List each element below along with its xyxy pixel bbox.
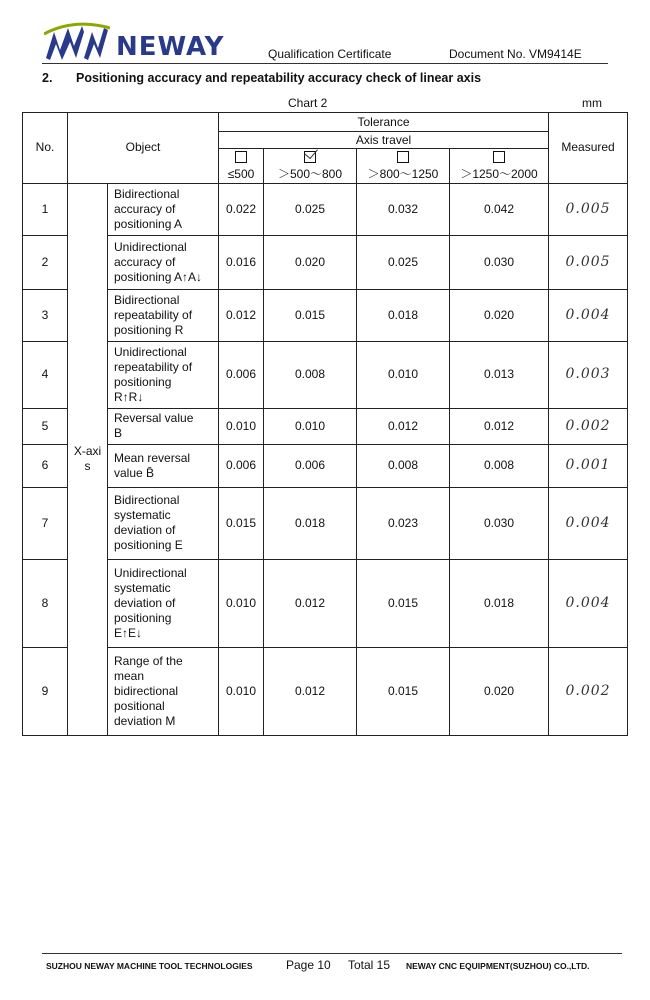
header-measured: Measured	[549, 113, 628, 184]
chart-caption: Chart 2	[288, 96, 328, 110]
description-line: deviation M	[114, 713, 176, 728]
tolerance-value-4: 0.012	[450, 408, 549, 444]
tolerance-value-2: 0.006	[264, 444, 357, 487]
table-row	[23, 341, 628, 408]
measured-value: 0.004	[549, 559, 628, 647]
travel-checkbox-2[interactable]	[304, 151, 316, 163]
description-line: positioning	[114, 374, 172, 389]
tolerance-value-1: 0.022	[219, 183, 264, 235]
footer-company-right: NEWAY CNC EQUIPMENT(SUZHOU) CO.,LTD.	[406, 961, 590, 971]
tolerance-value-1: 0.015	[219, 487, 264, 559]
description-line: value B̄	[114, 465, 155, 480]
tolerance-value-4: 0.018	[450, 559, 549, 647]
description-line: systematic	[114, 580, 171, 595]
table-row	[23, 487, 628, 559]
certificate-label: Qualification Certificate	[268, 47, 392, 61]
travel-range-1: ≤500	[219, 167, 264, 183]
description-line: repeatability of	[114, 307, 193, 322]
tolerance-value-4: 0.020	[450, 647, 549, 735]
accuracy-table	[22, 112, 628, 736]
object-description	[108, 487, 219, 559]
company-logo	[44, 22, 225, 62]
object-description	[108, 559, 219, 647]
measured-value: 0.005	[549, 183, 628, 235]
footer-company-left: SUZHOU NEWAY MACHINE TOOL TECHNOLOGIES	[46, 961, 253, 971]
header-tolerance: Tolerance	[219, 113, 549, 132]
tolerance-value-1: 0.010	[219, 408, 264, 444]
description-line: R↑R↓	[114, 389, 144, 404]
table-row	[23, 289, 628, 341]
description-line: deviation of	[114, 523, 176, 537]
axis-label: X-axis	[68, 183, 108, 735]
measured-value: 0.004	[549, 289, 628, 341]
tolerance-value-2: 0.012	[264, 647, 357, 735]
travel-range-2: ＞500～800	[264, 167, 357, 183]
tolerance-value-3: 0.015	[357, 647, 450, 735]
header-divider	[42, 63, 608, 64]
tolerance-value-4: 0.020	[450, 289, 549, 341]
description-line: mean	[114, 668, 145, 683]
footer-page: Page 10	[286, 958, 331, 972]
tolerance-value-1: 0.010	[219, 647, 264, 735]
measured-value: 0.003	[549, 341, 628, 408]
tolerance-value-4: 0.030	[450, 235, 549, 289]
tolerance-value-3: 0.008	[357, 444, 450, 487]
description-line: Reversal value	[114, 411, 194, 425]
measured-value: 0.002	[549, 647, 628, 735]
description-line: Mean reversal	[114, 450, 191, 465]
logo-text: NEWAY	[116, 32, 225, 62]
tolerance-value-4: 0.013	[450, 341, 549, 408]
description-line: positioning E	[114, 538, 183, 552]
tolerance-value-2: 0.012	[264, 559, 357, 647]
object-description	[108, 408, 219, 444]
tolerance-value-4: 0.030	[450, 487, 549, 559]
tolerance-value-3: 0.010	[357, 341, 450, 408]
row-number: 1	[23, 183, 68, 235]
object-description	[108, 235, 219, 289]
tolerance-value-3: 0.012	[357, 408, 450, 444]
tolerance-value-3: 0.023	[357, 487, 450, 559]
section-number: 2.	[42, 71, 53, 85]
tolerance-value-2: 0.008	[264, 341, 357, 408]
row-number: 8	[23, 559, 68, 647]
footer-total: Total 15	[348, 958, 391, 972]
description-line: positioning A	[114, 216, 183, 231]
travel-checkbox-cell	[357, 149, 450, 168]
tolerance-value-2: 0.025	[264, 183, 357, 235]
neway-logo-mark-icon	[44, 22, 110, 62]
tolerance-value-2: 0.010	[264, 408, 357, 444]
tolerance-value-4: 0.042	[450, 183, 549, 235]
tolerance-value-1: 0.006	[219, 341, 264, 408]
description-line: Unidirectional	[114, 344, 187, 359]
row-number: 2	[23, 235, 68, 289]
measured-value: 0.002	[549, 408, 628, 444]
tolerance-value-2: 0.015	[264, 289, 357, 341]
row-number: 5	[23, 408, 68, 444]
header-no: No.	[23, 113, 68, 184]
travel-checkbox-cell	[219, 149, 264, 168]
description-line: Unidirectional	[114, 565, 187, 580]
header-object: Object	[68, 113, 219, 184]
table-row	[23, 559, 628, 647]
description-line: accuracy of	[114, 201, 176, 216]
tolerance-value-2: 0.020	[264, 235, 357, 289]
object-description	[108, 289, 219, 341]
object-description	[108, 341, 219, 408]
tolerance-value-3: 0.015	[357, 559, 450, 647]
description-line: E↑E↓	[114, 625, 143, 640]
description-line: positional	[114, 698, 165, 713]
travel-range-3: ＞800～1250	[357, 167, 450, 183]
description-line: deviation of	[114, 595, 176, 610]
description-line: Bidirectional	[114, 493, 180, 507]
row-number: 6	[23, 444, 68, 487]
description-line: Range of the	[114, 653, 183, 668]
travel-checkbox-cell	[450, 149, 549, 168]
tolerance-value-1: 0.006	[219, 444, 264, 487]
travel-checkbox-1[interactable]	[235, 151, 247, 163]
tolerance-value-4: 0.008	[450, 444, 549, 487]
unit-label: mm	[582, 96, 602, 110]
row-number: 9	[23, 647, 68, 735]
row-number: 7	[23, 487, 68, 559]
section-heading	[42, 71, 481, 85]
table-row	[23, 647, 628, 735]
row-number: 3	[23, 289, 68, 341]
travel-checkbox-4[interactable]	[493, 151, 505, 163]
table-row	[23, 444, 628, 487]
tolerance-value-3: 0.032	[357, 183, 450, 235]
description-line: positioning R	[114, 322, 184, 337]
measured-value: 0.005	[549, 235, 628, 289]
description-line: bidirectional	[114, 683, 179, 698]
description-line: systematic	[114, 508, 171, 522]
document-number: Document No. VM9414E	[449, 47, 582, 61]
travel-checkbox-cell	[264, 149, 357, 168]
tolerance-value-1: 0.016	[219, 235, 264, 289]
object-description	[108, 647, 219, 735]
description-line: repeatability of	[114, 359, 193, 374]
table-row	[23, 408, 628, 444]
description-line: positioning	[114, 610, 172, 625]
footer-divider	[42, 953, 622, 954]
object-description	[108, 444, 219, 487]
tolerance-value-2: 0.018	[264, 487, 357, 559]
tolerance-value-1: 0.010	[219, 559, 264, 647]
description-line: positioning A↑A↓	[114, 269, 203, 284]
tolerance-value-1: 0.012	[219, 289, 264, 341]
tolerance-value-3: 0.018	[357, 289, 450, 341]
description-line: B	[114, 426, 123, 440]
table-row	[23, 183, 628, 235]
row-number: 4	[23, 341, 68, 408]
table-row	[23, 235, 628, 289]
description-line: Bidirectional	[114, 186, 180, 201]
measured-value: 0.004	[549, 487, 628, 559]
description-line: accuracy of	[114, 254, 176, 269]
travel-range-4: ＞1250～2000	[450, 167, 549, 183]
description-line: Bidirectional	[114, 292, 180, 307]
travel-checkbox-3[interactable]	[397, 151, 409, 163]
section-title: Positioning accuracy and repeatability accuracy check of linear axis	[76, 71, 482, 85]
description-line: Unidirectional	[114, 239, 187, 254]
object-description	[108, 183, 219, 235]
tolerance-value-3: 0.025	[357, 235, 450, 289]
measured-value: 0.001	[549, 444, 628, 487]
header-axis-travel: Axis travel	[219, 132, 549, 149]
